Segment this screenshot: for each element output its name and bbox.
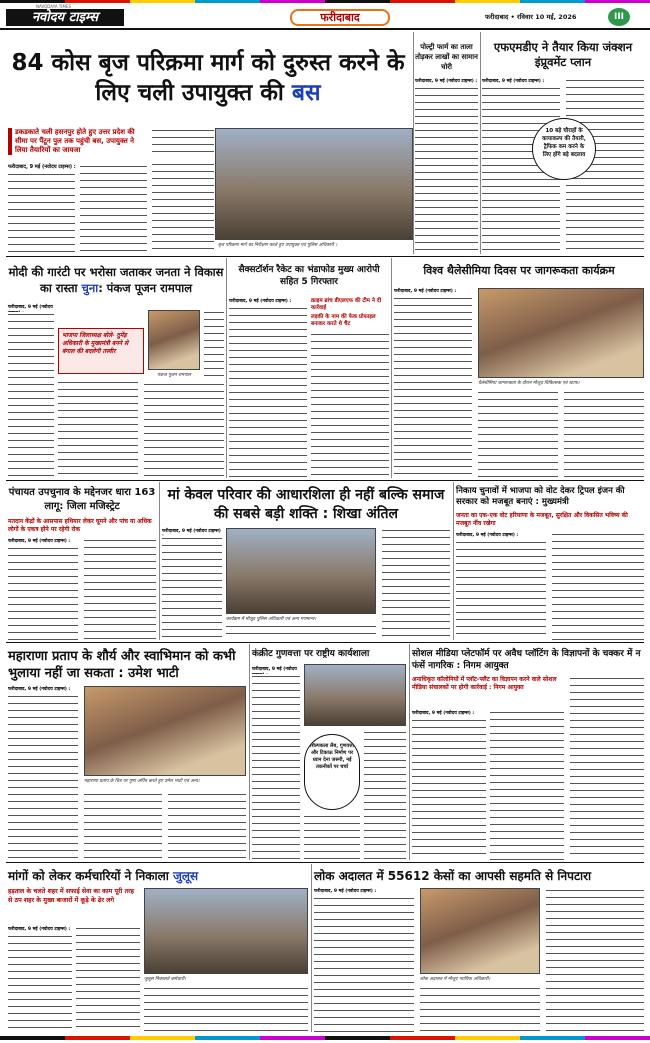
lok-adalat-caption: लोक अदालत में मौजूद न्यायिक अधिकारी। [420, 977, 491, 982]
concrete-photo [304, 664, 406, 726]
thalassemia-body-col1 [394, 296, 472, 478]
lead-headline [8, 48, 408, 108]
thalassemia-story [394, 258, 644, 478]
column-rule-1 [413, 32, 414, 254]
lead-headline-text: 84 कोस बृज परिक्रमा मार्ग को दुरुस्त करने के लिए चली उपायुक्त की [11, 50, 405, 106]
row-rule-4 [6, 862, 644, 863]
date-line: फरीदाबाद • रविवार 10 मई, 2026 [485, 13, 577, 21]
triple-engine-body-col1 [456, 540, 546, 640]
julus-story [8, 864, 308, 1032]
modi-body-col4 [204, 310, 224, 378]
triple-engine-body-col2 [552, 532, 644, 640]
panchayat-body-col2 [84, 538, 156, 640]
concrete-body-col3 [304, 814, 360, 860]
modi-headline [8, 264, 224, 296]
bottom-registration-strip [0, 1036, 650, 1040]
masthead-rule [0, 28, 650, 30]
sextortion-body-col1 [229, 306, 307, 478]
fmda-story [482, 32, 644, 254]
social-media-headline: सोशल मीडिया प्लेटफॉर्म पर अवैध प्लॉटिंग के विज्ञापनों के चक्कर में न फंसें नागरिक : निगम आयुक्त [412, 649, 641, 671]
shiksha-caption: कार्यक्रम में मौजूद पुलिस अधिकारी एवं अन्य गणमान्य। [226, 617, 316, 622]
modi-story [8, 258, 224, 478]
triple-engine-sub: जनता का एक-एक वोट हरियाणा के मजबूत, सुरक्षित और विकसित भविष्य की मजबूत नींव रखेगा [456, 512, 628, 527]
page-number: III [608, 8, 630, 26]
modi-byline: फरीदाबाद, 9 मई (नवोदय [8, 305, 53, 310]
julus-caption: जुलूस निकालते कर्मचारी। [144, 977, 186, 982]
modi-quote: भाजपा जिलाध्यक्ष बोले- दुमेंड़ अधिकारी के मुख्यमंत्री बनने से बंगाल की बदलेगी तस्वीर [58, 328, 144, 374]
lok-adalat-body-col3 [546, 888, 644, 1032]
fmda-headline: एफएमडीए ने तैयार किया जंक्शन इंप्रूवमेंट प्लान [493, 40, 633, 69]
social-media-byline: फरीदाबाद, 9 मई (नवोदय टाइम्स) : [412, 711, 475, 716]
lead-body-col3 [152, 128, 214, 158]
masthead [0, 0, 650, 30]
lok-adalat-story [314, 864, 644, 1032]
julus-body-col2 [76, 926, 140, 1032]
lead-headline-highlight: बस [291, 80, 321, 106]
concrete-badge: शिल्पकला लैब, गुणवत्ता और टिकाऊ निर्माण पर ध्यान देना जरूरी, नई तकनीकों पर चर्चा [304, 734, 360, 810]
paper-small-name: NAVODAYA TIMES [36, 4, 72, 9]
modi-headline-end: : पंकज पूजन रामपाल [98, 281, 193, 295]
panchayat-headline: पंचायत उपचुनाव के मद्देनजर धारा 163 लागू: जिला मजिस्ट्रेट [8, 487, 156, 512]
modi-photo-caption: पंकज पूजन रामपाल [157, 373, 191, 378]
column-rule-5 [159, 482, 160, 640]
column-rule-9 [311, 864, 312, 1032]
panchayat-sub: मतदान केंद्रों के आसपास हथियार लेकर घूमने और पांच या अधिक लोगों के एकत्र होने पर रहेगी रोक [8, 518, 152, 533]
julus-headline-highlight: जुलूस [173, 869, 199, 883]
column-rule-3 [226, 258, 227, 478]
poultry-story [415, 32, 478, 254]
triple-engine-byline: फरीदाबाद, 9 मई (नवोदय टाइम्स) : [456, 533, 519, 538]
modi-body-col3 [144, 382, 224, 478]
concrete-body-col2 [364, 730, 406, 860]
shiksha-byline: फरीदाबाद, 9 मई (नवोदय टाइम्स) [162, 529, 221, 534]
julus-body-col1 [8, 934, 72, 1032]
column-rule-6 [453, 482, 454, 640]
row-rule-3 [6, 642, 644, 643]
modi-headline-text: मोदी की गारंटी पर भरोसा जताकर जनता ने विकास का रास्ता [8, 265, 224, 295]
sextortion-story [229, 258, 389, 478]
modi-photo [148, 310, 200, 370]
social-media-body-col2 [490, 710, 564, 860]
row-rule-1 [6, 256, 644, 257]
maharana-byline: फरीदाबाद, 9 मई (नवोदय टाइम्स) : [8, 687, 71, 692]
thalassemia-headline: विश्व थैलेसीमिया दिवस पर जागरूकता कार्यक्रम [423, 264, 615, 277]
maharana-body-col1 [8, 694, 78, 860]
julus-sub: हड़ताल के चलते शहर में सफाई सेवा का काम पूरी तरह से ठप शहर के मुख्य बाजारों में कूड़े के ढेर लगे [8, 888, 134, 904]
julus-headline-text: मांगों को लेकर कर्मचारियों ने निकाला [8, 869, 169, 883]
concrete-byline: फरीदाबाद, 9 मई (नवोदय [252, 667, 297, 672]
sextortion-body-col2 [311, 332, 389, 478]
paper-name: नवोदय टाइम्स [6, 9, 124, 26]
panchayat-story [8, 482, 156, 640]
sextortion-byline: फरीदाबाद, 9 मई (नवोदय टाइम्स) : [229, 299, 292, 304]
thalassemia-body-col3 [564, 390, 644, 478]
lok-adalat-body-col1 [314, 896, 414, 1032]
fmda-byline: फरीदाबाद, 9 मई (नवोदय टाइम्स) : [482, 79, 545, 84]
julus-byline: फरीदाबाद, 9 मई (नवोदय टाइम्स) : [8, 927, 71, 932]
julus-headline [8, 868, 308, 884]
concrete-body-col1 [252, 674, 300, 860]
social-media-story [412, 644, 644, 860]
thalassemia-byline: फरीदाबाद, 9 मई (नवोदय टाइम्स) : [394, 289, 457, 294]
lead-body-col4 [152, 162, 214, 254]
poultry-body [415, 86, 478, 254]
maharana-caption: महाराणा प्रताप के चित्र पर पुष्प अर्पित करते हुए उमेश भाटी एवं अन्य। [84, 779, 200, 784]
column-rule-8 [409, 644, 410, 860]
maharana-body-col3 [168, 792, 246, 860]
lead-caption: बृज परिक्रमा मार्ग का निरीक्षण करते हुए उपायुक्त एवं पुलिस अधिकारी । [218, 243, 338, 248]
lead-subheadline: डकडकाते चली हसनपुर होते हुए उत्तर प्रदेश की सीमा पर पैंटून पुल तक पहुंची बस, उपायुक्त ने लिया तैयारियों का जायजा [8, 128, 148, 155]
lead-body-col1 [8, 172, 75, 254]
concrete-headline: कंक्रीट गुणवत्ता पर राष्ट्रीय कार्यशाला [252, 649, 370, 659]
shiksha-headline: मां केवल परिवार की आधारशिला ही नहीं बल्कि समाज की सबसे बड़ी शक्ति : शिखा अंतिल [167, 487, 445, 522]
shiksha-photo [226, 528, 376, 614]
sextortion-sub: क्राइम ब्रांच डीएलएफ की टीम ने दी कार्रवाई [311, 298, 382, 311]
lok-adalat-headline: लोक अदालत में 55612 केसों का आपसी सहमति से निपटारा [314, 869, 592, 883]
maharana-headline: महाराणा प्रताप के शौर्य और स्वाभिमान को कभी भुलाया नहीं जा सकता : उमेश भाटी [8, 649, 236, 681]
lok-adalat-byline: फरीदाबाद, 9 मई (नवोदय टाइम्स) : [314, 889, 377, 894]
modi-body-col2 [58, 380, 138, 478]
shiksha-story [162, 482, 450, 640]
fmda-badge: 10 बड़े चौराहों के कायाकल्प की तैयारी, ट्रैफिक कम करने के लिए होंगे बड़े बदलाव [532, 118, 596, 180]
social-media-body-col3 [570, 676, 644, 860]
panchayat-body-col1 [8, 546, 78, 640]
maharana-story [8, 644, 246, 860]
panchayat-byline: फरीदाबाद, 9 मई (नवोदय टाइम्स) : [8, 539, 71, 544]
column-rule-4 [391, 258, 392, 478]
column-rule-2 [480, 32, 481, 254]
shiksha-body-col1 [162, 536, 222, 640]
modi-body-col1 [8, 312, 54, 478]
lok-adalat-photo [420, 888, 540, 974]
color-registration-strip [0, 0, 650, 3]
julus-photo [144, 888, 308, 974]
poultry-headline: पोल्ट्री फार्म का ताला तोड़कर लाखों का सामान चोरी [415, 43, 478, 71]
shiksha-body-col2 [226, 624, 376, 640]
thalassemia-caption: थैलेसीमिया जागरूकता के दौरान मौजूद चिकित्सक एवं स्टाफ। [478, 381, 580, 386]
modi-headline-highlight: चुना [81, 281, 99, 295]
social-media-sub: अनाधिकृत कॉलोनियों में प्लॉट-फ्लैट का विज्ञापन करने वाले सोशल मीडिया संचालकों पर होगी कार्रवाई : निगम आयुक्त [412, 676, 557, 691]
lead-byline: फरीदाबाद, 9 मई (नवोदय टाइम्स) : [8, 164, 76, 170]
concrete-story [252, 644, 406, 860]
section-name: फरीदाबाद [290, 9, 390, 26]
sextortion-sub2: लड़की के नाम की फेक प्रोफाइल बनाकर करते थे चैट [311, 314, 376, 327]
triple-engine-headline: निकाय चुनावों में भाजपा को वोट देकर ट्रिपल इंजन की सरकार को मजबूत बनाएं : मुख्यमंत्री [456, 486, 625, 507]
thalassemia-body-col2 [478, 390, 558, 478]
maharana-photo [84, 686, 246, 776]
maharana-body-col2 [84, 792, 162, 860]
lead-photo [215, 128, 413, 240]
lead-story [8, 32, 413, 254]
thalassemia-photo [478, 288, 644, 378]
social-media-body-col1 [412, 718, 486, 860]
row-rule-2 [6, 480, 644, 481]
triple-engine-story [456, 482, 644, 640]
lead-body-col2 [80, 164, 147, 254]
poultry-byline: फरीदाबाद, 9 मई (नवोदय टाइम्स) : [415, 79, 478, 84]
column-rule-7 [249, 644, 250, 860]
shiksha-body-col3 [382, 528, 450, 640]
julus-body-col3 [144, 986, 308, 1032]
lok-adalat-body-col2 [420, 986, 540, 1032]
sextortion-headline: सैक्सटॉर्शन रैकेट का भंडाफोड मुख्य आरोपी सहित 5 गिरफ्तार [238, 265, 380, 287]
